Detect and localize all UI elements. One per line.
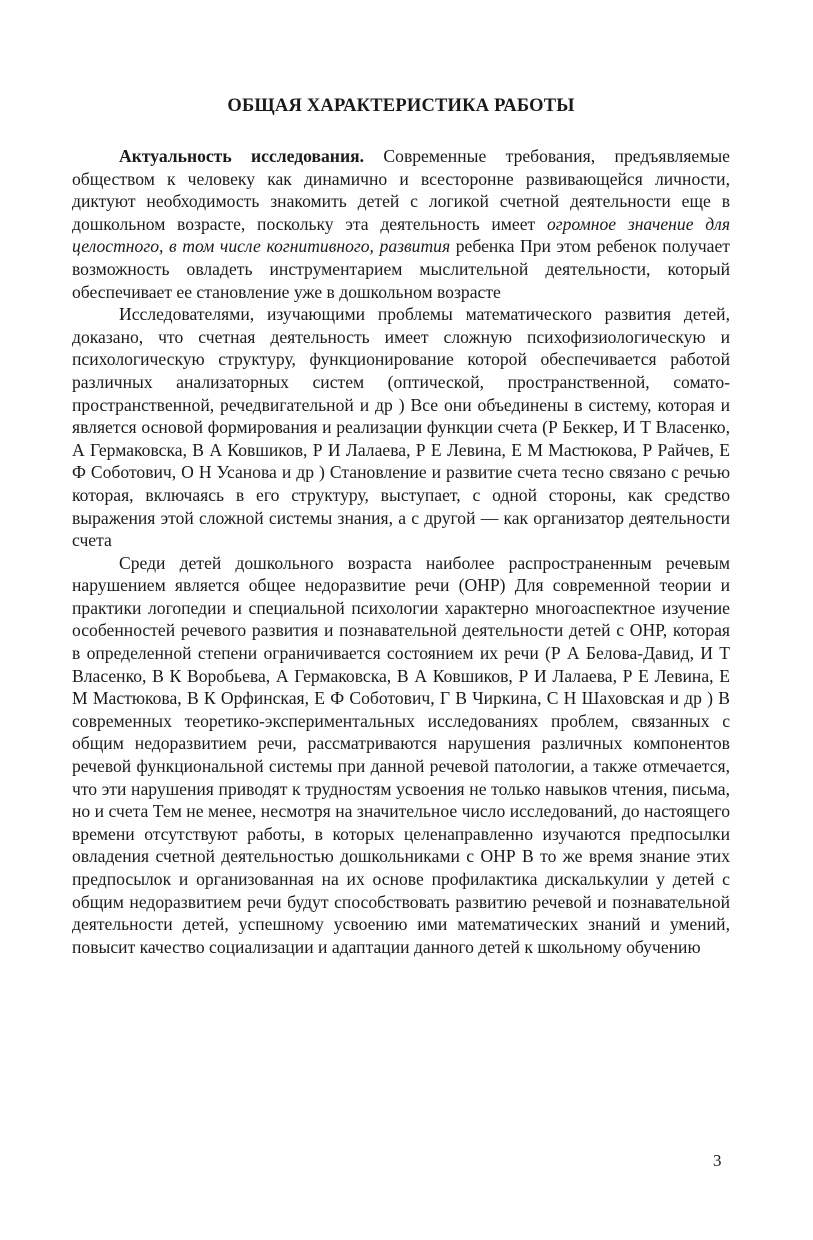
paragraph-text: Современные требования, предъявляемые обществом к человеку как динамично и всесторонне развивающейся личности, диктуют необходимость знакомить детей с логикой счетной деятельности еще в дошкольном возрасте, поскольку эта деятельность имеет <box>72 146 730 234</box>
paragraph-researchers: Исследователями, изучающими проблемы математического развития детей, доказано, что счетная деятельность имеет сложную психофизиологическую и психологическую структуру, функционирование которой обеспечивается работой различных анализаторных систем (оптической, пространственной, сомато-пространственной, речедвигательной и др ) Все они объединены в систему, которая и является основой формирования и реализации функции счета (Р Беккер, И Т Власенко, А Гермаковска, В А Ковшиков, Р И Лалаева, Р Е Левина, Е М Мастюкова, Р Райчев, Е Ф Соботович, О Н Усанова и др ) Становление и развитие счета тесно связано с речью которая, включаясь в его структуру, выступает, с одной стороны, как средство выражения этой сложной системы знания, а с другой — как организатор деятельности счета <box>72 304 730 551</box>
paragraph-onr: Среди детей дошкольного возраста наиболее распространенным речевым нарушением является общее недоразвитие речи (ОНР) Для современной теории и практики логопедии и специальной психологии характерно многоаспектное изучение особенностей речевого развития и познавательной деятельности детей с ОНР, которая в определенной степени ограничивается состоянием их речи (Р А Белова-Давид, И Т Власенко, В К Воробьева, А Гермаковска, В А Ковшиков, Р И Лалаева, Р Е Левина, Е М Мастюкова, В К Орфинская, Е Ф Соботович, Г В Чиркина, С Н Шаховская и др ) В современных теоретико-экспериментальных исследованиях проблем, связанных с общим недоразвитием речи, рассматриваются нарушения различных компонентов речевой функциональной системы при данной речевой патологии, а также отмечается, что эти нарушения приводят к трудностям усвоения не только навыков чтения, письма, но и счета Тем не менее, несмотря на значительное число исследований, до настоящего времени отсутствуют работы, в которых целенаправленно изучаются предпосылки овладения счетной деятельностью дошкольниками с ОНР В то же время знание этих предпосылок и организованная на их основе профилактика дискалькулии у детей с общим недоразвитием речи будут способствовать развитию речевой и познавательной деятельности детей, успешному усвоению ими математических знаний и умений, повысит качество социализации и адаптации данного детей к школьному обучению <box>72 552 730 957</box>
paragraph-lead: Актуальность исследования. <box>119 146 364 166</box>
document-page <box>72 96 730 958</box>
page-title: ОБЩАЯ ХАРАКТЕРИСТИКА РАБОТЫ <box>227 96 575 116</box>
page-number: 3 <box>713 1151 722 1170</box>
paragraph-text: ребенка При этом ребенок получает возможность овладеть инструментарием мыслительной деятельности, который обеспечивает ее становление уже в дошкольном возрасте <box>72 236 730 302</box>
paragraph-relevance <box>72 145 730 303</box>
paragraph-italic-text: огромное значение для целостного, в том числе когнитивного, развития <box>72 213 730 257</box>
